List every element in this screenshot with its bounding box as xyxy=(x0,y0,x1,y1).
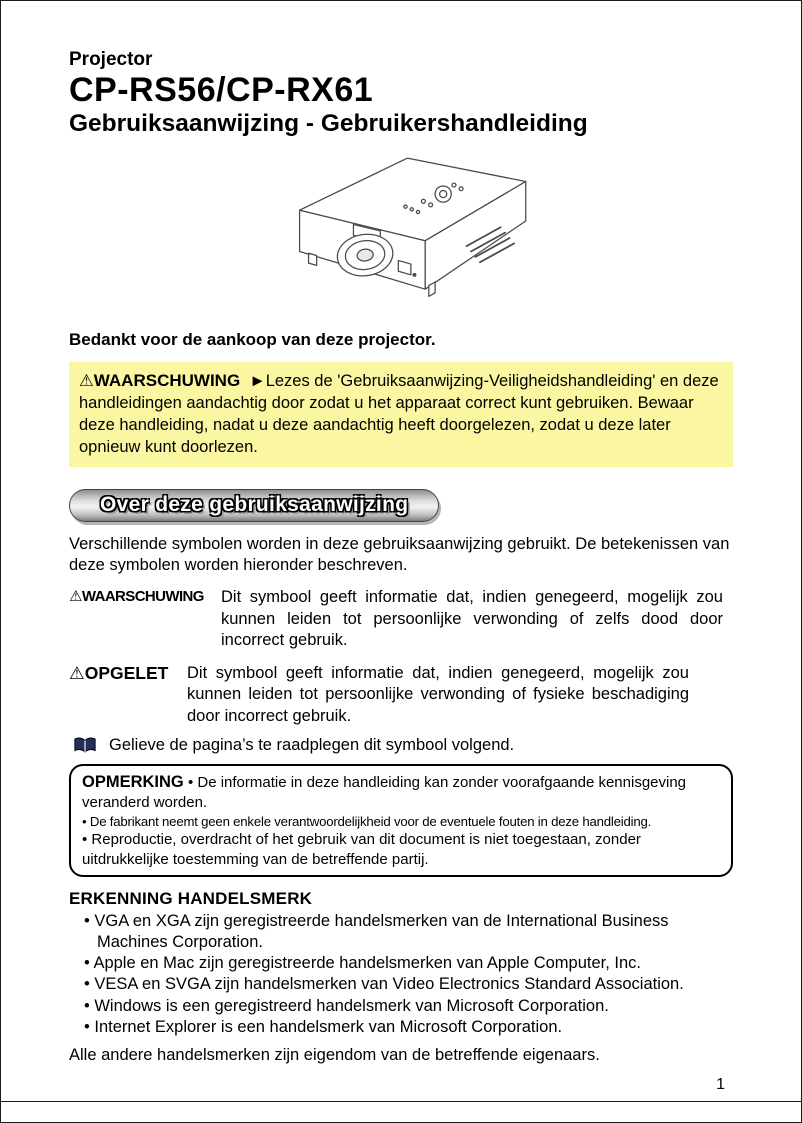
warning-triangle-icon: ⚠ xyxy=(79,371,94,391)
page-subtitle: Gebruiksaanwijzing - Gebruikershandleiding xyxy=(69,110,588,138)
bottom-rule xyxy=(1,1101,801,1102)
section-title: Over deze gebruiksaanwijzing xyxy=(100,493,409,517)
thanks-line: Bedankt voor de aankoop van deze projector. xyxy=(69,330,436,350)
page-title: CP-RS56/CP-RX61 xyxy=(69,71,374,109)
trademark-title: ERKENNING HANDELSMERK xyxy=(69,889,313,909)
warning-paragraph xyxy=(79,370,723,458)
waarschuwing-label xyxy=(69,587,221,651)
note-line-3: • Reproductie, overdracht of het gebruik van dit document is niet toegestaan, zonder uitdrukkelijke toestemming van de betreffende partij. xyxy=(82,831,641,868)
warning-label: WAARSCHUWING xyxy=(93,371,241,391)
trademark-footer: Alle andere handelsmerken zijn eigendom van de betreffende eigenaars. xyxy=(69,1045,600,1064)
trademark-item: • Windows is een geregistreerd handelsmerk van Microsoft Corporation. xyxy=(84,996,609,1015)
symbol-definition-book xyxy=(69,736,733,755)
section-intro: Verschillende symbolen worden in deze gebruiksaanwijzing gebruikt. De betekenissen van deze symbolen worden hieronder beschreven. xyxy=(69,534,730,574)
waarschuwing-label-text: WAARSCHUWING xyxy=(81,588,204,606)
trademark-section xyxy=(69,889,733,1065)
note-line-1 xyxy=(82,772,720,813)
warning-triangle-icon: ⚠ xyxy=(69,663,85,684)
symbol-definition-opgelet xyxy=(69,663,733,727)
page-number: 1 xyxy=(716,1076,725,1093)
book-icon xyxy=(73,737,97,754)
opgelet-label-text: OPGELET xyxy=(84,662,169,683)
projector-illustration xyxy=(251,142,551,317)
waarschuwing-text: Dit symbool geeft informatie dat, indien genegeerd, mogelijk zou kunnen leiden tot persoonlijke verwonding of zelfs dood door incorrect gebruik. xyxy=(221,588,723,650)
projector-figure xyxy=(69,142,733,322)
warning-text: ►Lezes de 'Gebruiksaanwijzing-Veiligheidshandleiding' en deze handleidingen aandachtig door zodat u het apparaat correct kunt gebruiken. Bewaar deze handleiding, nadat u deze aandachtig heeft doorgelezen, zodat u deze later opnieuw kunt doorlezen. xyxy=(79,372,719,456)
trademark-item: • Apple en Mac zijn geregistreerde handelsmerken van Apple Computer, Inc. xyxy=(84,954,642,973)
note-line-1-text: • De informatie in deze handleiding kan zonder voorafgaande kennisgeving veranderd worden. xyxy=(82,774,687,812)
note-callout xyxy=(69,764,733,877)
opgelet-text: Dit symbool geeft informatie dat, indien genegeerd, mogelijk zou kunnen leiden tot persoonlijke verwonding of fysieke beschadiging door incorrect gebruik. xyxy=(187,663,689,725)
section-header xyxy=(69,489,439,522)
book-symbol-text: Gelieve de pagina’s te raadplegen dit symbool volgend. xyxy=(109,736,515,755)
warning-triangle-icon: ⚠ xyxy=(69,587,82,606)
trademark-item: • VGA en XGA zijn geregistreerde handelsmerken van de International Business Machines Corporation. xyxy=(84,912,669,952)
trademark-item: • VESA en SVGA zijn handelsmerken van Video Electronics Standard Association. xyxy=(84,975,684,994)
symbol-definition-waarschuwing xyxy=(69,587,733,651)
trademark-item: • Internet Explorer is een handelsmerk van Microsoft Corporation. xyxy=(84,1017,563,1036)
opgelet-label xyxy=(69,663,187,727)
trademark-list xyxy=(69,911,733,1038)
note-line-2: • De fabrikant neemt geen enkele verantwoordelijkheid voor de eventuele fouten in deze handleiding. xyxy=(82,813,652,829)
section-header-row xyxy=(69,489,733,522)
note-label: OPMERKING xyxy=(82,773,184,792)
warning-callout xyxy=(69,362,733,466)
product-kicker: Projector xyxy=(69,49,153,70)
